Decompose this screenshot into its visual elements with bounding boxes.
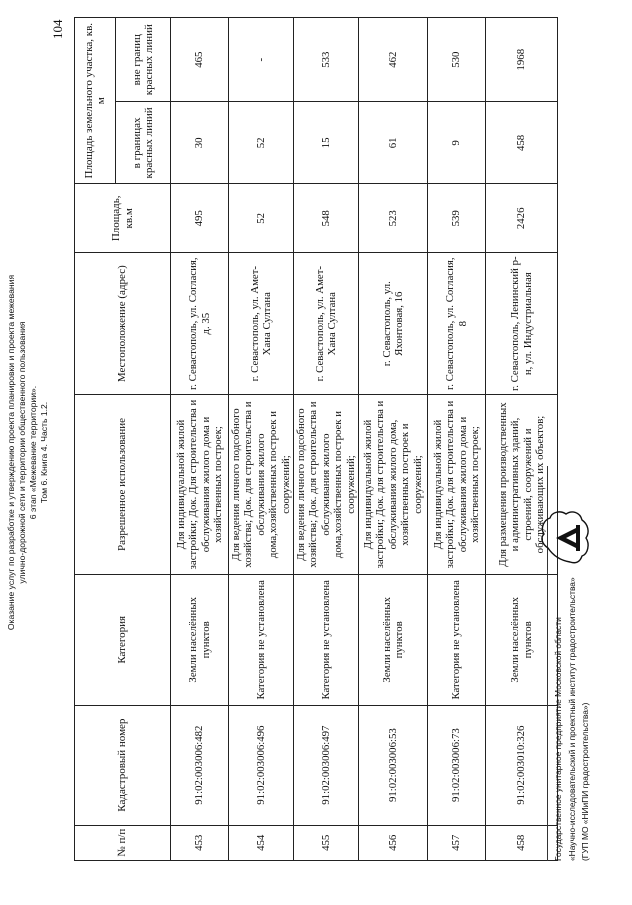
cell-within: 52 [229,102,294,184]
cell-area: 539 [428,184,486,253]
cell-outside: 1968 [486,18,558,102]
cell-outside: 533 [294,18,359,102]
header-cadastral: Кадастровый номер [75,705,171,825]
cell-num: 456 [359,825,428,860]
cell-area: 495 [171,184,229,253]
cell-use: Для индивидуальной жилой застройки; Док. Для строительства и обслуживания жилого дома и хозяйственных построек; [171,395,229,575]
page-number: 104 [50,19,65,39]
land-plots-table [74,17,558,861]
table-row [171,18,229,861]
header-line-4: Том 6. Книга 4. Часть 1.2. [39,401,49,504]
cell-category: Земли населённых пунктов [359,574,428,705]
cell-area: 52 [229,184,294,253]
cell-area: 523 [359,184,428,253]
header-outside-red-lines: вне границ красных линий [116,18,171,102]
document-footer [552,577,593,861]
cell-use: Для размещения производственных и административных зданий, строений, сооружений и обслуживающих их объектов; [486,395,558,575]
cell-category: Земли населённых пунктов [486,574,558,705]
cell-num: 454 [229,825,294,860]
cell-category: Категория не установлена [229,574,294,705]
cell-within: 61 [359,102,428,184]
header-line-2: улично-дорожной сети и территории общественного пользования [17,321,27,584]
cell-outside: 462 [359,18,428,102]
header-line-1: Оказание услуг по разработке и утверждению проекта планировки и проекта межевания [6,274,16,631]
cell-outside: 530 [428,18,486,102]
cell-area: 548 [294,184,359,253]
cell-num: 458 [486,825,558,860]
cell-category: Категория не установлена [428,574,486,705]
header-line-3: 6 этап «Межевание территории». [28,385,38,520]
cell-num: 455 [294,825,359,860]
table-row [294,18,359,861]
cell-use: Для ведения личного подсобного хозяйства; Док. для строительства и обслуживания жилого дома,хозяйственных построек и сооружений; [294,395,359,575]
cell-location: г. Севастополь, ул. Согласия, д. 35 [171,253,229,395]
header-plot-area: Площадь земельного участка, кв. м [75,18,116,184]
cell-within: 9 [428,102,486,184]
cell-location: г. Севастополь, ул. Согласия, 8 [428,253,486,395]
table-row [359,18,428,861]
cell-area: 2426 [486,184,558,253]
table-row [229,18,294,861]
institute-emblem-icon [536,506,596,568]
cell-location: г. Севастополь, Ленинский р-н, ул. Индустриальная [486,253,558,395]
table-row [428,18,486,861]
cell-cadastral: 91:02:003006:482 [171,705,229,825]
cell-cadastral: 91:02:003006:497 [294,705,359,825]
cell-use: Для индивидуальной жилой застройки; Док. для строительства и обслуживания жилого дома и хозяйственных построек; [428,395,486,575]
cell-cadastral: 91:02:003006:496 [229,705,294,825]
header-num: № п/п [75,825,171,860]
cell-cadastral: 91:02:003010:326 [486,705,558,825]
cell-within: 30 [171,102,229,184]
cell-category: Категория не установлена [294,574,359,705]
header-within-red-lines: в границах красных линий [116,102,171,184]
cell-within: 458 [486,102,558,184]
cell-cadastral: 91:02:003006:73 [428,705,486,825]
footer-line-2: «Научно-исследовательский и проектный институт градостроительства» [566,577,577,861]
header-location: Местоположение (адрес) [75,253,171,395]
cell-num: 457 [428,825,486,860]
cell-cadastral: 91:02:003006:53 [359,705,428,825]
cell-outside: 465 [171,18,229,102]
cell-location: г. Севастополь, ул. Амет-Хана Султана [229,253,294,395]
footer-line-3: (ГУП МО «НИиПИ градостроительства») [580,702,590,861]
header-category: Категория [75,574,171,705]
header-permitted-use: Разрешенное использование [75,395,171,575]
document-header [6,0,50,905]
header-area: Площадь, кв.м [75,184,171,253]
cell-num: 453 [171,825,229,860]
cell-location: г. Севастополь, ул. Амет-Хана Султана [294,253,359,395]
cell-location: г. Севастополь, ул. Яхонтовая, 16 [359,253,428,395]
table-header-row [75,18,116,861]
cell-use: Для индивидуальной жилой застройки; Док. для строительства и обслуживания жилого дома, хозяйственных построек и сооружений; [359,395,428,575]
cell-outside: - [229,18,294,102]
cell-within: 15 [294,102,359,184]
footer-line-1: Государственное унитарное предприятие Московской области [553,617,563,861]
cell-use: Для ведения личного подсобного хозяйства; Док. для строительства и обслуживания жилого дома,хозяйственных построек и сооружений; [229,395,294,575]
cell-category: Земли населённых пунктов [171,574,229,705]
